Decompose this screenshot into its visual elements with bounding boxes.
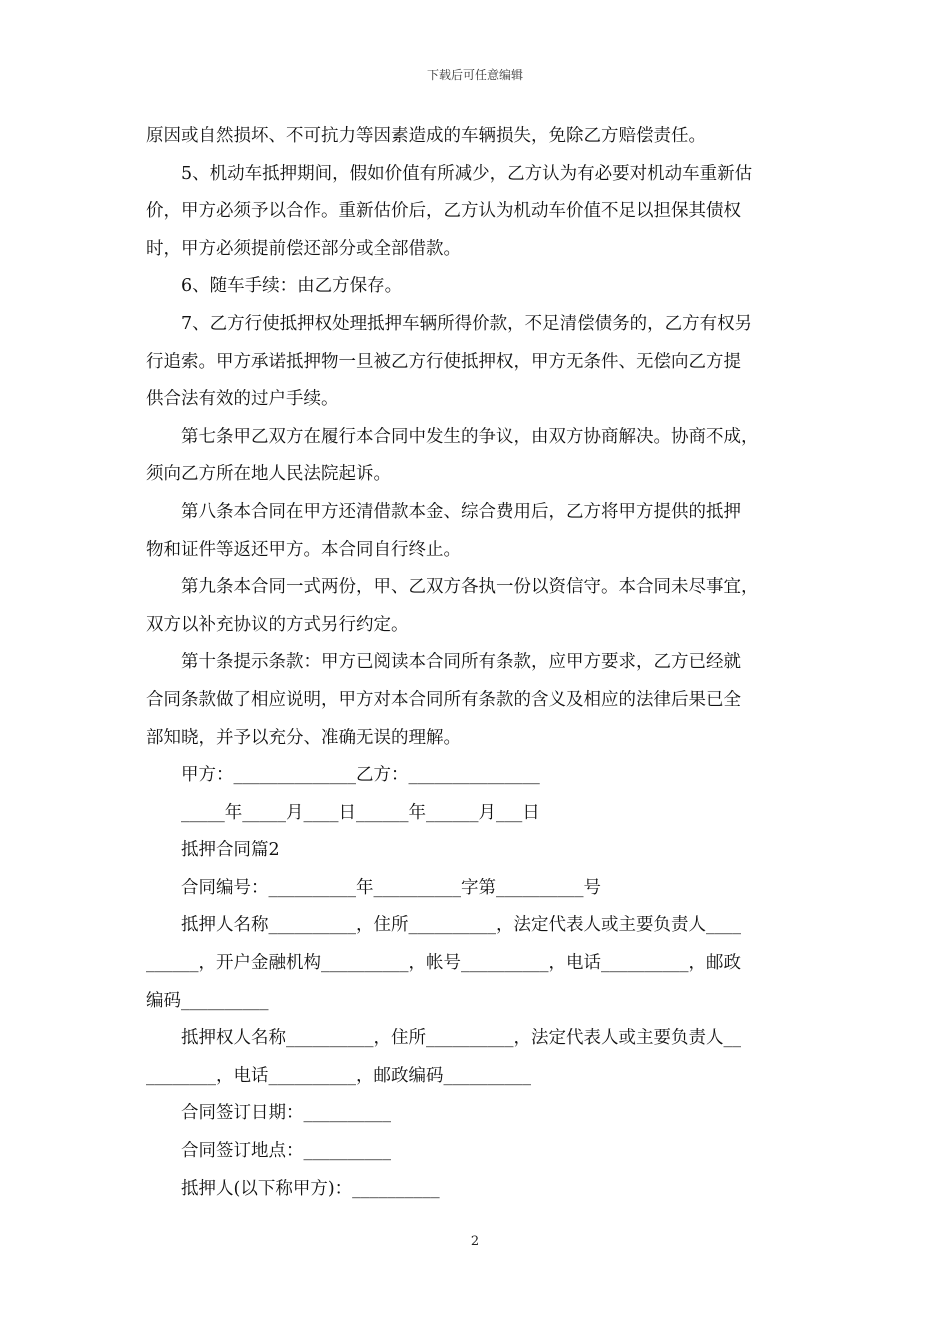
paragraph-line: 双方以补充协议的方式另行约定。 [146, 614, 409, 635]
signature-line: 甲方：______________乙方：_______________ [181, 765, 540, 786]
paragraph-line: 部知晓，并予以充分、准确无误的理解。 [146, 727, 461, 748]
document-body [146, 118, 808, 1208]
signing-place-line: 合同签订地点：__________ [181, 1141, 391, 1162]
paragraph-line: 供合法有效的过户手续。 [146, 389, 339, 410]
paragraph-line: 价，甲方必须予以合作。重新估价后，乙方认为机动车价值不足以担保其债权 [146, 201, 741, 222]
mortgagee-info-line: ________，电话__________，邮政编码__________ [146, 1065, 531, 1086]
paragraph-line: 第七条甲乙双方在履行本合同中发生的争议，由双方协商解决。协商不成， [181, 426, 759, 447]
paragraph-line: 时，甲方必须提前偿还部分或全部借款。 [146, 238, 461, 259]
paragraph-line: 行追索。甲方承诺抵押物一旦被乙方行使抵押权，甲方无条件、无偿向乙方提 [146, 351, 741, 372]
mortgagor-party-line: 抵押人(以下称甲方)：__________ [181, 1178, 440, 1199]
mortgagor-info-line: 编码__________ [146, 990, 269, 1011]
contract-number-line: 合同编号：__________年__________字第__________号 [181, 877, 601, 898]
paragraph-line: 须向乙方所在地人民法院起诉。 [146, 464, 391, 485]
section-title: 抵押合同篇2 [181, 840, 280, 861]
paragraph-line: 物和证件等返还甲方。本合同自行终止。 [146, 539, 461, 560]
page-header: 下载后可任意编辑 [426, 68, 523, 82]
date-line: _____年_____月____日______年______月___日 [181, 802, 540, 823]
paragraph-line: 7、乙方行使抵押权处理抵押车辆所得价款，不足清偿债务的，乙方有权另 [181, 313, 753, 334]
mortgagee-info-line: 抵押权人名称__________，住所__________，法定代表人或主要负责人__ [181, 1028, 741, 1049]
paragraph-line: 合同条款做了相应说明，甲方对本合同所有条款的含义及相应的法律后果已全 [146, 689, 741, 710]
page-number: 2 [470, 1234, 480, 1249]
paragraph-line: 第九条本合同一式两份，甲、乙双方各执一份以资信守。本合同未尽事宜， [181, 577, 759, 598]
paragraph-line: 6、随车手续：由乙方保存。 [181, 276, 403, 297]
paragraph-line: 第十条提示条款：甲方已阅读本合同所有条款，应甲方要求，乙方已经就 [181, 652, 741, 673]
mortgagor-info-line: 抵押人名称__________，住所__________，法定代表人或主要负责人____ [181, 915, 741, 936]
mortgagor-info-line: ______，开户金融机构__________，帐号__________，电话__________，邮政 [146, 953, 741, 974]
paragraph-line: 第八条本合同在甲方还清借款本金、综合费用后，乙方将甲方提供的抵押 [181, 501, 741, 522]
paragraph-line: 原因或自然损坏、不可抗力等因素造成的车辆损失，免除乙方赔偿责任。 [146, 126, 706, 146]
signing-date-line: 合同签订日期：__________ [181, 1103, 391, 1124]
paragraph-line: 5、机动车抵押期间，假如价值有所减少，乙方认为有必要对机动车重新估 [181, 163, 753, 184]
